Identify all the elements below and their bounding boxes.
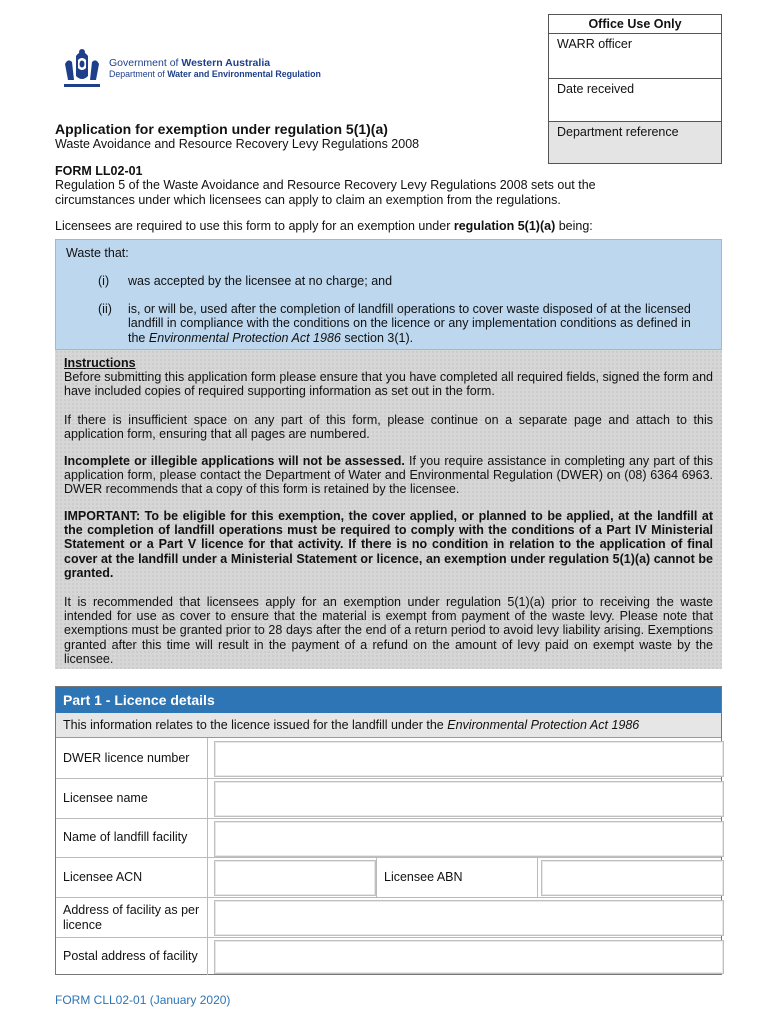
licensee-acn-field[interactable] (214, 860, 376, 896)
instructions-heading: Instructions (64, 356, 136, 370)
department-reference-cell: Department reference (549, 122, 722, 164)
landfill-facility-name-field[interactable] (214, 821, 724, 857)
wa-coat-of-arms-logo (62, 46, 102, 94)
office-use-table (548, 14, 722, 164)
criteria-item-text: was accepted by the licensee at no charge; and (128, 274, 393, 288)
licensee-acn-label: Licensee ACN (63, 870, 143, 884)
part1-info-text: This information relates to the licence issued for the landfill under the Environmental Protection Act 1986 (56, 713, 721, 738)
form-code: FORM LL02-01 (55, 164, 143, 178)
instructions-paragraph: It is recommended that licensees apply for an exemption under regulation 5(1)(a) prior to receiving the waste intended for use as cover to ensure that the material is exempt from payment of the waste levy. Please note that exemptions must be granted prior to 28 days after the end of a return period to avoid levy liability arising. Exemptions granted after this time will result in the payment of a refund on the amount of levy paid on exempt waste by the licensee. (64, 595, 713, 666)
form-title: Application for exemption under regulation 5(1)(a) (55, 121, 388, 137)
part1-heading: Part 1 - Licence details (56, 687, 721, 713)
criteria-item-number: (i) (98, 274, 110, 288)
regulation-description: Regulation 5 of the Waste Avoidance and Resource Recovery Levy Regulations 2008 sets out the circumstances under which licensees can apply to claim an exemption from the regulations. (55, 178, 596, 207)
form-subtitle: Waste Avoidance and Resource Recovery Levy Regulations 2008 (55, 137, 420, 151)
department-name: Department of Water and Environmental Regulation (109, 69, 321, 79)
dwer-licence-label: DWER licence number (63, 751, 190, 765)
government-name: Government of Western Australia (109, 57, 271, 69)
postal-address-label: Postal address of facility (63, 949, 198, 963)
dwer-licence-number-field[interactable] (214, 741, 724, 777)
instructions-paragraph: Incomplete or illegible applications will not be assessed. If you require assistance in completing any part of this application form, please contact the Department of Water and Environmental Regulation (DWER) on (08) 6364 6963. DWER recommends that a copy of this form is retained by the licensee. (64, 454, 714, 497)
licensee-name-label: Licensee name (63, 791, 148, 805)
form-footer: FORM CLL02-01 (January 2020) (55, 993, 231, 1007)
licensee-abn-field[interactable] (541, 860, 724, 896)
instructions-box (55, 350, 722, 669)
landfill-name-label: Name of landfill facility (63, 830, 188, 844)
facility-address-label: Address of facility as per licence (63, 903, 200, 932)
licensee-name-field[interactable] (214, 781, 724, 817)
office-use-title: Office Use Only (549, 15, 722, 34)
licensee-abn-label: Licensee ABN (384, 870, 463, 884)
postal-address-field[interactable] (214, 940, 724, 974)
warr-officer-cell: WARR officer (549, 34, 722, 79)
criteria-item-text: is, or will be, used after the completion of landfill operations to cover waste disposed of at the licensed landfill in compliance with the conditions on the licence or any implementation conditions as defined in the Environmental Protection Act 1986 section 3(1). (128, 302, 691, 345)
facility-address-field[interactable] (214, 900, 724, 936)
waste-that-label: Waste that: (66, 246, 129, 260)
waste-criteria-box (55, 239, 722, 350)
date-received-cell: Date received (549, 79, 722, 122)
important-notice: IMPORTANT: To be eligible for this exemption, the cover applied, or planned to be applied, at the landfill at the completion of landfill operations must be required to comply with the conditions of a Part IV Ministerial Statement or a Part V licence for that activity. If there is no condition in relation to the application of final cover at the landfill under a Ministerial Statement or licence, an exemption under regulation 5(1)(a) cannot be granted. (64, 509, 713, 580)
criteria-item-number: (ii) (98, 302, 112, 316)
licensee-requirement-text: Licensees are required to use this form to apply for an exemption under regulation 5(1)(a) being: (55, 219, 593, 233)
instructions-paragraph: Instructions Before submitting this application form please ensure that you have completed all required fields, signed the form and have included copies of required supporting information as set out in the form. (64, 356, 713, 399)
part1-licence-details-section (55, 686, 722, 975)
instructions-paragraph: If there is insufficient space on any part of this form, please continue on a separate page and attach to this application form, ensuring that all pages are numbered. (64, 413, 713, 442)
